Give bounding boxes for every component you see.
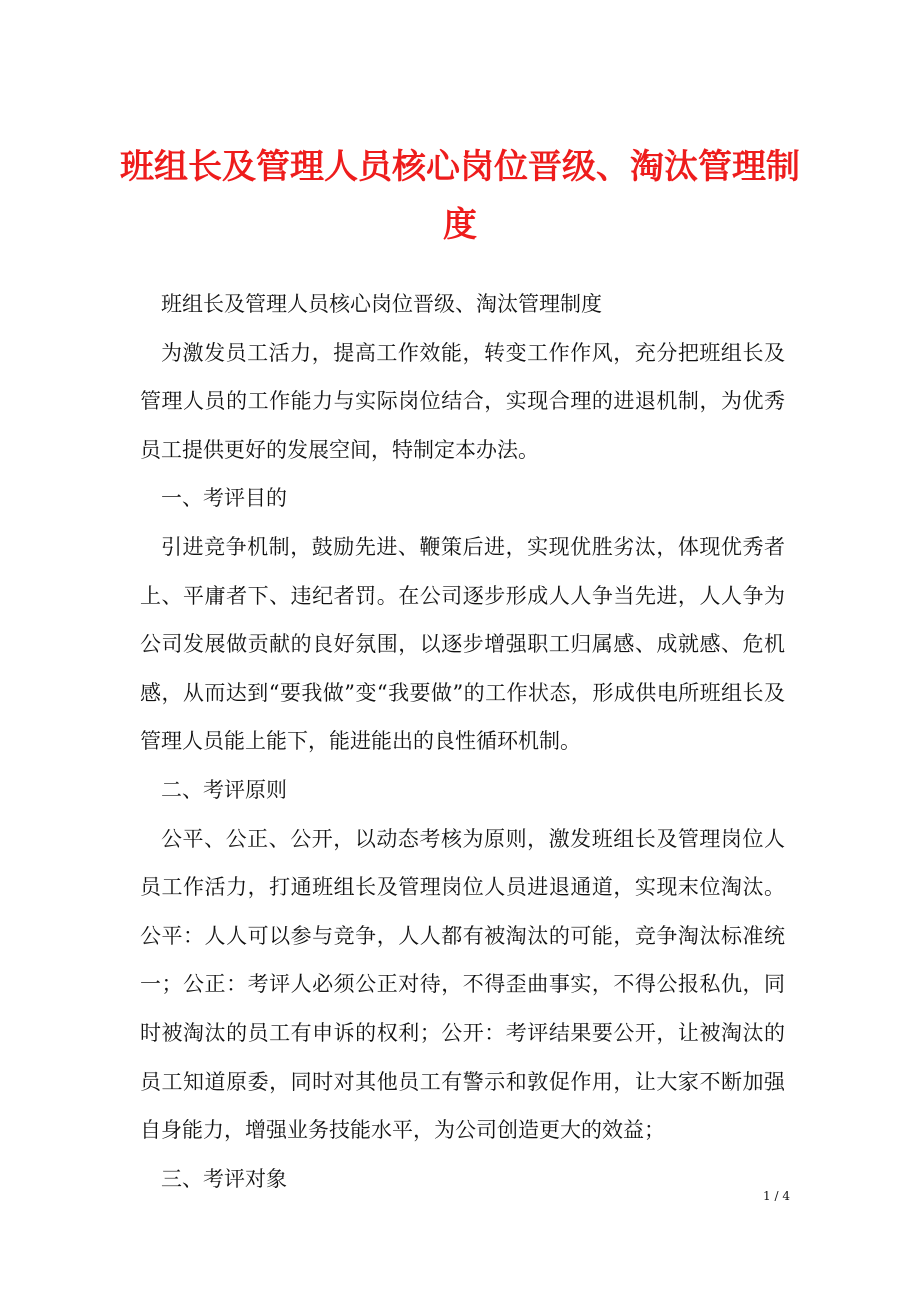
paragraph-intro: 为激发员工活力，提高工作效能，转变工作作风，充分把班组长及管理人员的工作能力与实际岗位结合，实现合理的进退机制，为优秀员工提供更好的发展空间，特制定本办法。 — [140, 340, 785, 462]
section-heading-principles: 二、考评原则 — [161, 777, 287, 802]
paragraph-principles: 公平、公正、公开，以动态考核为原则，激发班组长及管理岗位人员工作活力，打通班组长及管理岗位人员进退通道，实现末位淘汰。公平：人人可以参与竞争，人人都有被淘汰的可能，竞争淘汰标准统一；公正：考评人必须公正对待，不得歪曲事实，不得公报私仇，同时被淘汰的员工有申诉的权利；公开：考评结果要公开，让被淘汰的员工知道原委，同时对其他员工有警示和敦促作用，让大家不断加强自身能力，增强业务技能水平，为公司创造更大的效益； — [140, 826, 785, 1143]
paragraph-subtitle: 班组长及管理人员核心岗位晋级、淘汰管理制度 — [161, 292, 602, 316]
document-title: 班组长及管理人员核心岗位晋级、淘汰管理制度 — [120, 147, 800, 245]
page-number: 1 / 4 — [763, 1189, 790, 1203]
section-heading-purpose: 一、考评目的 — [161, 486, 287, 511]
section-heading-targets: 三、考评对象 — [161, 1166, 287, 1191]
paragraph-purpose: 引进竞争机制，鼓励先进、鞭策后进，实现优胜劣汰，体现优秀者上、平庸者下、违纪者罚。在公司逐步形成人人争当先进，人人争为公司发展做贡献的良好氛围，以逐步增强职工归属感、成就感、危机感，从而达到“要我做”变“我要做”的工作状态，形成供电所班组长及管理人员能上能下，能进能出的良性循环机制。 — [140, 534, 785, 754]
document-body — [140, 280, 785, 1203]
